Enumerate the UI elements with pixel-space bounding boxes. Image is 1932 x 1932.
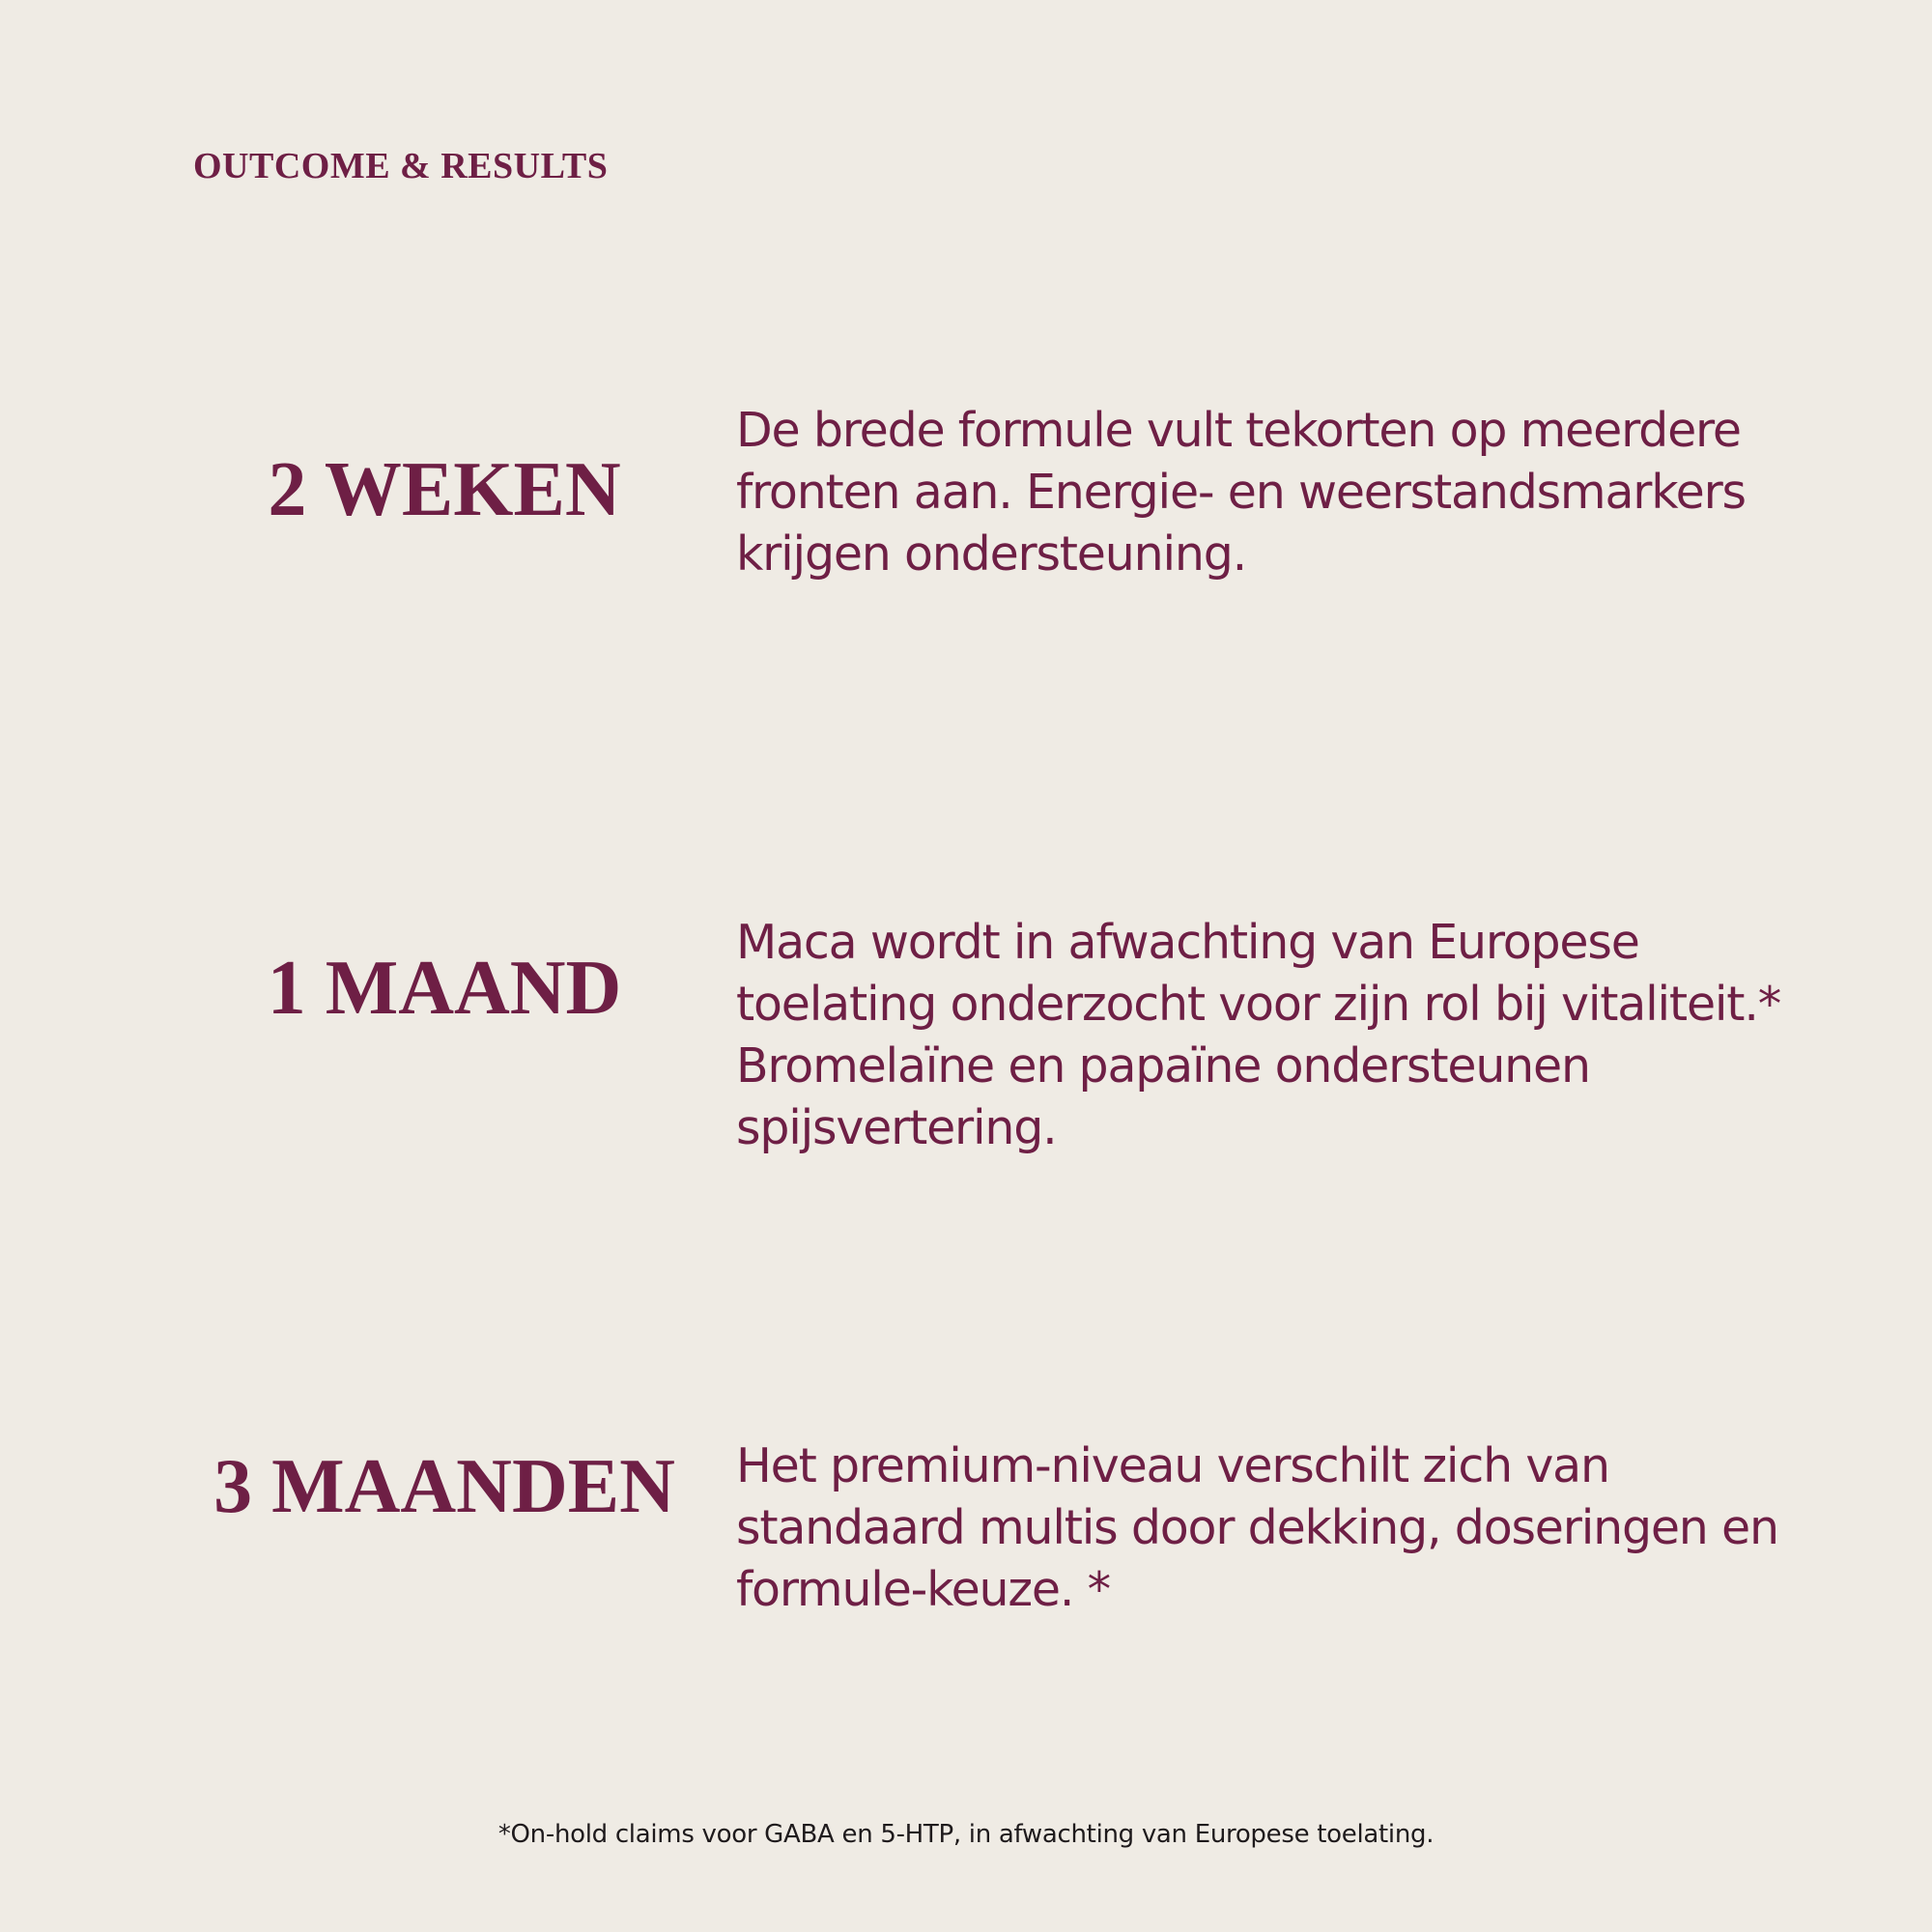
period-label: 1 MAAND (267, 946, 622, 1031)
description-line: Maca wordt in afwachting van Europese (736, 915, 1639, 970)
period-description (736, 1435, 1837, 1621)
description-line: De brede formule vult tekorten op meerdere (736, 403, 1741, 458)
description-line: formule-keuze. * (736, 1562, 1110, 1617)
period-label: 3 MAANDEN (213, 1444, 675, 1529)
period-description (736, 912, 1837, 1159)
description-line: standaard multis door dekking, doseringen en (736, 1500, 1778, 1555)
period-label: 2 WEKEN (268, 447, 621, 532)
footnote: *On-hold claims voor GABA en 5-HTP, in afwachting van Europese toelating. (497, 1820, 1435, 1849)
period-description (736, 400, 1837, 585)
description-line: fronten aan. Energie- en weerstandsmarkers (736, 465, 1746, 520)
description-line: spijsvertering. (736, 1100, 1057, 1155)
section-label: OUTCOME & RESULTS (193, 146, 609, 186)
description-line: Bromelaïne en papaïne ondersteunen (736, 1038, 1590, 1094)
description-line: Het premium-niveau verschilt zich van (736, 1438, 1609, 1493)
description-line: toelating onderzocht voor zijn rol bij vitaliteit.* (736, 977, 1780, 1032)
description-line: krijgen ondersteuning. (736, 526, 1247, 582)
